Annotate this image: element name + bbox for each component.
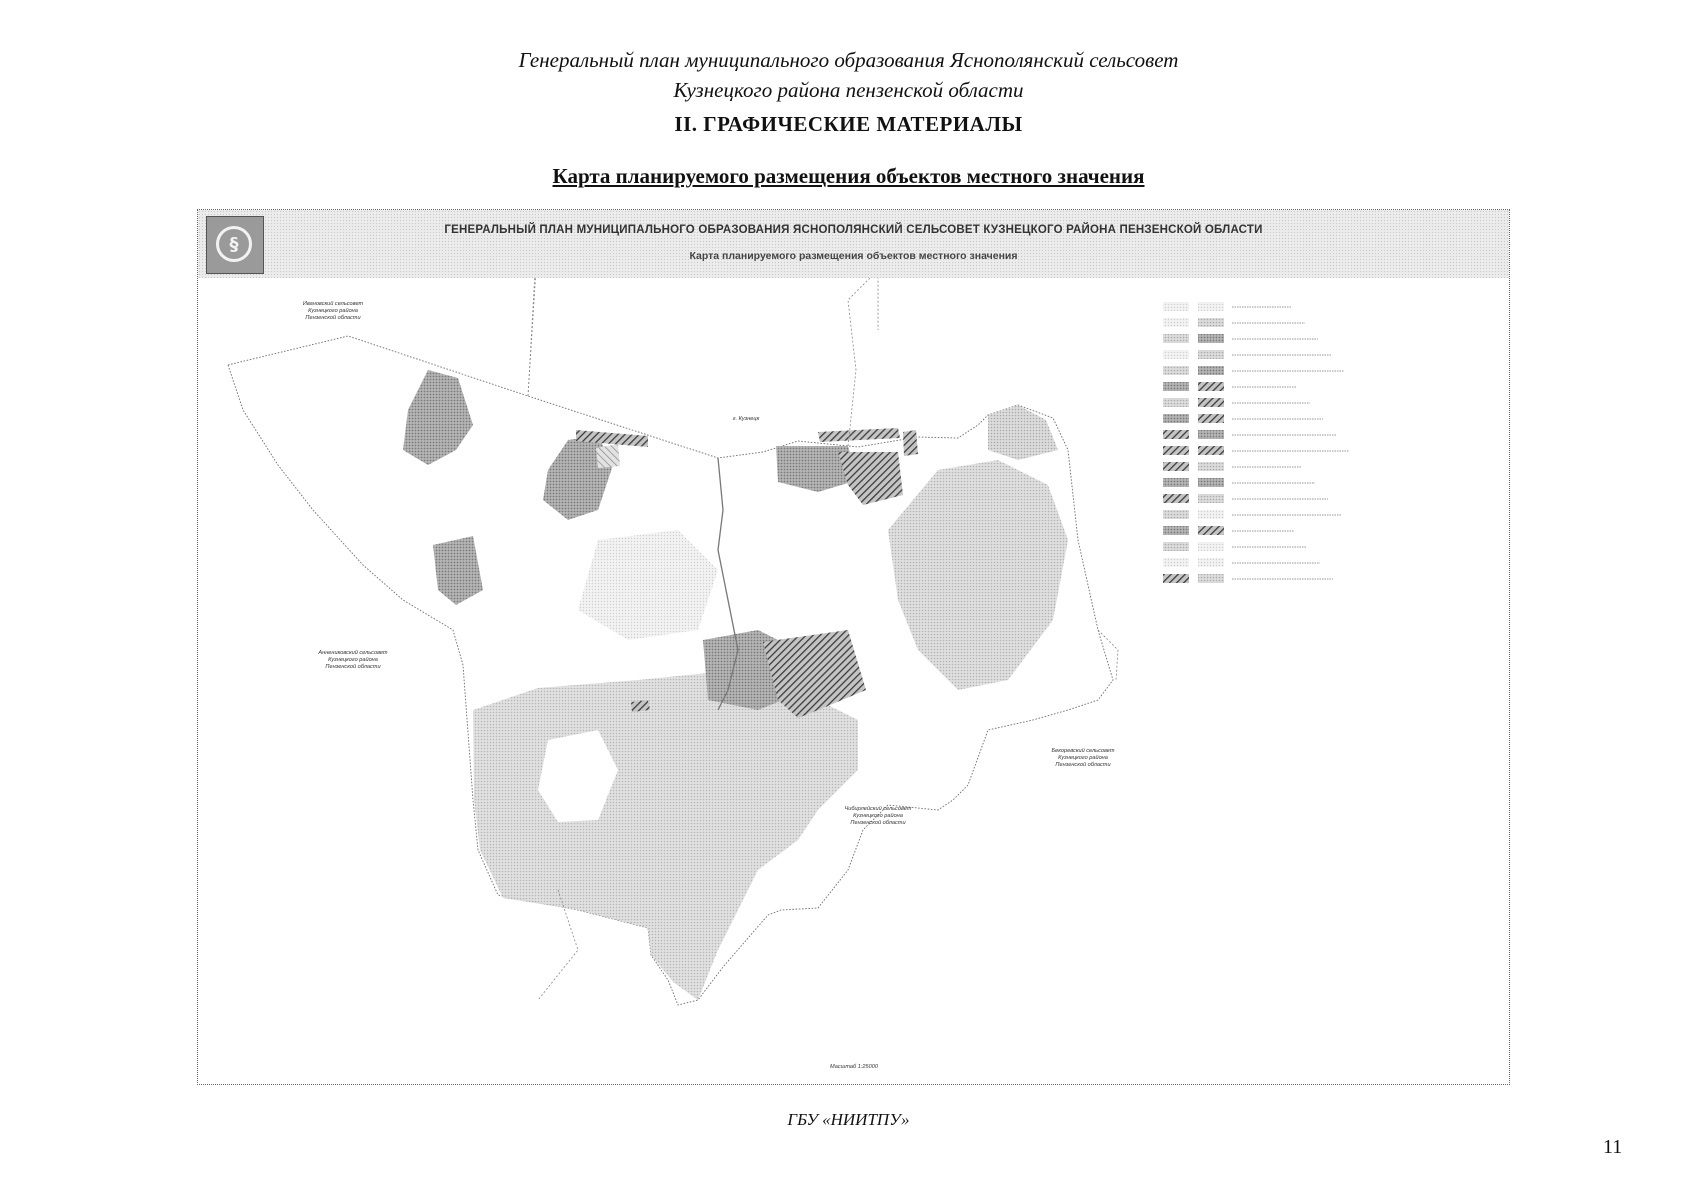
planned-block-east [903, 430, 918, 456]
label-scale: Масштаб 1:25000 [830, 1064, 878, 1070]
svg-text:Ивановский сельсовет: Ивановский сельсовет [302, 301, 364, 307]
legend-swatch [1163, 334, 1189, 343]
map-title: Карта планируемого размещения объектов местного значения [552, 164, 1145, 188]
planned-block-north [596, 444, 620, 468]
svg-text:Кузнецкого района: Кузнецкого района [328, 657, 378, 663]
legend-swatch [1163, 542, 1189, 551]
svg-text:Чибирлейский сельсовет: Чибирлейский сельсовет [844, 806, 912, 812]
legend-swatch [1163, 526, 1189, 535]
map-banner-subtitle: Карта планируемого размещения объектов местного значения [689, 250, 1018, 262]
legend-swatch [1198, 366, 1224, 375]
document-header-line-2: Кузнецкого района пензенской области [673, 78, 1024, 102]
legend-swatch [1198, 318, 1224, 327]
label-neighbor-nw [303, 300, 364, 321]
legend-swatch [1198, 382, 1224, 391]
legend-swatch [1163, 398, 1189, 407]
svg-text:Пензенской области: Пензенской области [325, 664, 381, 670]
legend-swatch [1163, 302, 1189, 311]
document-header-line-1: Генеральный план муниципального образования Яснополянский сельсовет [518, 48, 1179, 72]
svg-text:Бекоревский сельсовет: Бекоревский сельсовет [1051, 748, 1115, 754]
legend-swatch [1163, 382, 1189, 391]
legend-swatch [1198, 430, 1224, 439]
legend-swatch [1198, 462, 1224, 471]
legend-swatch [1163, 478, 1189, 487]
legend-swatch [1198, 334, 1224, 343]
legend-swatch [1163, 558, 1189, 567]
svg-text:Пензенской области: Пензенской области [305, 315, 361, 321]
map-canvas [198, 210, 1509, 1084]
legend-swatch [1198, 526, 1224, 535]
svg-text:Пензенской области: Пензенской области [850, 820, 906, 826]
svg-text:Кузнецкого района: Кузнецкого района [1058, 755, 1108, 761]
legend-swatch [1198, 558, 1224, 567]
footer-organization: ГБУ «НИИТПУ» [787, 1110, 910, 1129]
legend-swatch [1163, 414, 1189, 423]
label-neighbor-w [317, 649, 388, 670]
map-frame [197, 209, 1510, 1085]
svg-text:Кузнецкого района: Кузнецкого района [853, 813, 903, 819]
legend-swatch [1198, 510, 1224, 519]
svg-text:Аннениковский сельсовет: Аннениковский сельсовет [318, 650, 388, 656]
svg-text:Пензенской области: Пензенской области [1055, 762, 1111, 768]
legend-swatch [1198, 302, 1224, 311]
map-banner [198, 210, 1509, 278]
page-number: 11 [1603, 1136, 1623, 1158]
legend-swatch [1163, 574, 1189, 583]
legend-swatch [1163, 462, 1189, 471]
legend-swatch [1198, 494, 1224, 503]
legend-swatch [1198, 478, 1224, 487]
legend-swatch [1198, 542, 1224, 551]
legend-swatch [1198, 398, 1224, 407]
legend-swatch [1163, 494, 1189, 503]
legend-swatch [1163, 446, 1189, 455]
coat-of-arms-icon: § [206, 216, 264, 274]
planned-block-southwest [631, 700, 650, 712]
label-neighbor-s [845, 805, 912, 826]
map-legend [1153, 288, 1363, 618]
zone-south [473, 672, 858, 1000]
legend-swatch [1198, 414, 1224, 423]
legend-swatch [1163, 318, 1189, 327]
planned-strip-northeast [818, 428, 900, 442]
map-banner-title: ГЕНЕРАЛЬНЫЙ ПЛАН МУНИЦИПАЛЬНОГО ОБРАЗОВАНИЯ ЯСНОПОЛЯНСКИЙ СЕЛЬСОВЕТ КУЗНЕЦКОГО РАЙОНА ПЕНЗЕНСКОЙ ОБЛАСТИ [444, 224, 1263, 236]
legend-swatch [1163, 510, 1189, 519]
legend-swatch [1198, 574, 1224, 583]
legend-swatch [1163, 350, 1189, 359]
legend-swatch [1198, 446, 1224, 455]
legend-swatch [1198, 350, 1224, 359]
legend-swatch [1163, 366, 1189, 375]
zone-east-strip [988, 405, 1058, 460]
label-city: г. Кузнецк [732, 416, 760, 422]
section-title: II. ГРАФИЧЕСКИЕ МАТЕРИАЛЫ [674, 112, 1023, 136]
neighbor-boundary-ne [848, 270, 878, 446]
label-neighbor-se [1052, 747, 1115, 768]
legend-swatch [1163, 430, 1189, 439]
svg-text:Кузнецкого района: Кузнецкого района [308, 308, 358, 314]
